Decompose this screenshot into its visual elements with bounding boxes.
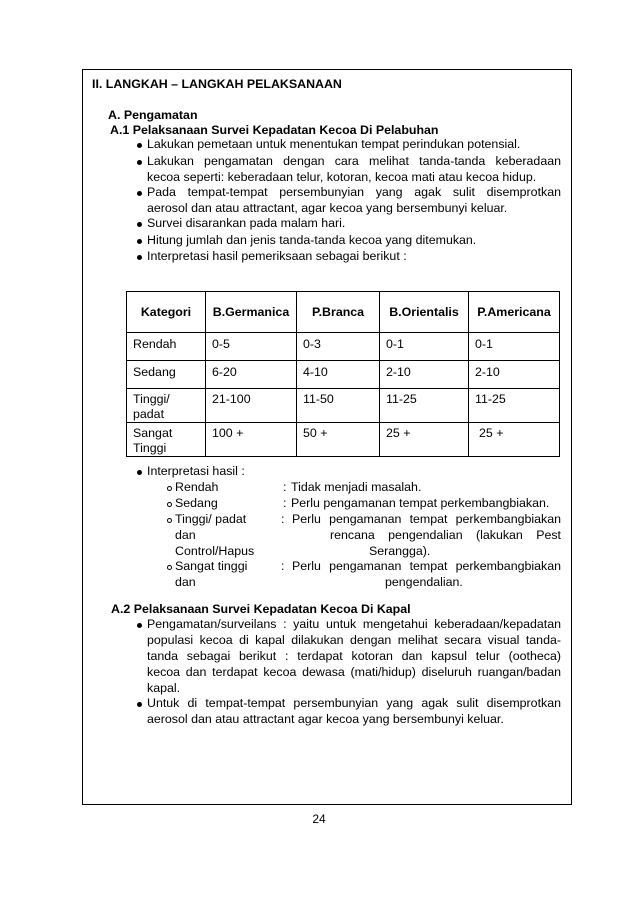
bullet-dot xyxy=(137,255,142,260)
interp-desc-tinggi-1: Perlu pengamanan tempat perkembangbiakan xyxy=(292,512,561,526)
table-cell: 2-10 xyxy=(469,361,560,389)
table-cell: 0-5 xyxy=(206,333,297,361)
sub-bullet-circle xyxy=(167,565,172,570)
interp-cat-sangat: Sangat tinggi xyxy=(175,559,248,573)
table-cell: 6-20 xyxy=(206,361,297,389)
interp-cat-rendah: Rendah xyxy=(175,480,219,494)
interp-cat-sangat-2: dan xyxy=(175,575,196,589)
a1-bullet-2-line1: Lakukan pengamatan dengan cara melihat tanda-tanda keberadaan xyxy=(147,154,561,168)
interp-cat-tinggi-3: Control/Hapus xyxy=(175,544,255,558)
interp-desc-sedang: Perlu pengamanan tempat perkembangbiakan. xyxy=(291,496,550,510)
table-header: P.Americana xyxy=(469,292,560,333)
page-number: 24 xyxy=(312,812,326,826)
interp-label: Interpretasi hasil : xyxy=(147,464,245,478)
interp-cat-sedang: Sedang xyxy=(175,496,218,510)
a1-bullet-2-line2: kecoa seperti: keberadaan telur, kotoran, kecoa mati atau kecoa hidup. xyxy=(147,170,537,184)
table-cell: 11-25 xyxy=(380,389,469,423)
a1-bullet-4: Survei disarankan pada malam hari. xyxy=(147,216,346,230)
table-row xyxy=(127,333,560,361)
table-cell: 25 + xyxy=(380,423,469,457)
section-heading: II. LANGKAH – LANGKAH PELAKSANAAN xyxy=(92,77,342,91)
a2-title: A.2 Pelaksanaan Survei Kepadatan Kecoa Di Kapal xyxy=(111,602,411,616)
a1-bullet-6: Interpretasi hasil pemeriksaan sebagai berikut : xyxy=(147,249,407,263)
a2-bullet-1-line2: populasi kecoa di kapal dilakukan dengan melihat secara visual tanda- xyxy=(147,633,561,647)
a2-bullet-2-line2: aerosol dan atau attractant agar kecoa yang bersembunyi keluar. xyxy=(147,712,504,726)
table-row xyxy=(127,423,560,457)
bullet-dot xyxy=(137,239,142,244)
sub-bullet-circle xyxy=(167,502,172,507)
table-cell: 11-50 xyxy=(297,389,380,423)
a2-bullet-1-line4: kecoa dan terdapat kecoa dewasa (mati/hidup) diseluruh ruangan/badan xyxy=(147,665,561,679)
interp-cat-tinggi-2: dan xyxy=(175,528,196,542)
table-header: B.Orientalis xyxy=(380,292,469,333)
bullet-dot xyxy=(137,623,142,628)
bullet-dot xyxy=(137,222,142,227)
table-header: Kategori xyxy=(127,292,206,333)
sub-bullet-circle xyxy=(167,486,172,491)
table-cell: 100 + xyxy=(206,423,297,457)
bullet-dot xyxy=(137,160,142,165)
interp-colon: : xyxy=(283,480,287,494)
table-cell: 21-100 xyxy=(206,389,297,423)
table-row xyxy=(127,389,560,423)
a1-bullet-1: Lakukan pemetaan untuk menentukan tempat perindukan potensial. xyxy=(147,137,521,151)
interp-cat-tinggi: Tinggi/ padat xyxy=(175,512,247,526)
a2-bullet-2-line1: Untuk di tempat-tempat persembunyian yang agak sulit disemprotkan xyxy=(147,696,561,710)
interp-desc-sangat-2: pengendalian. xyxy=(385,575,463,589)
interp-desc-tinggi-2: rencana pengendalian (lakukan Pest xyxy=(330,528,561,542)
interp-colon: : xyxy=(283,496,287,510)
bullet-dot xyxy=(137,702,142,707)
table-cell: 0-3 xyxy=(297,333,380,361)
table-header: B.Germanica xyxy=(206,292,297,333)
sub-bullet-circle xyxy=(167,518,172,523)
table-header: P.Branca xyxy=(297,292,380,333)
a1-bullet-3-line1: Pada tempat-tempat persembunyian yang agak sulit disemprotkan xyxy=(147,185,561,199)
bullet-dot xyxy=(137,191,142,196)
table-cell: 2-10 xyxy=(380,361,469,389)
table-cell: 25 + xyxy=(469,423,560,457)
table-cell: Sedang xyxy=(127,361,206,389)
table-cell: 0-1 xyxy=(469,333,560,361)
a2-bullet-1-line5: kapal. xyxy=(147,681,181,695)
table-cell: Rendah xyxy=(127,333,206,361)
interp-colon: : xyxy=(281,559,285,573)
table-cell: Tinggi/ padat xyxy=(127,389,206,423)
table-cell: 50 + xyxy=(297,423,380,457)
bullet-dot xyxy=(137,143,142,148)
bullet-dot xyxy=(137,470,142,475)
table-cell: 11-25 xyxy=(469,389,560,423)
a1-bullet-5: Hitung jumlah dan jenis tanda-tanda kecoa yang ditemukan. xyxy=(147,233,477,247)
interp-colon: : xyxy=(281,512,285,526)
density-table xyxy=(126,291,560,457)
table-cell: 4-10 xyxy=(297,361,380,389)
interp-desc-sangat-1: Perlu pengamanan tempat perkembangbiakan xyxy=(292,559,561,573)
interp-desc-rendah: Tidak menjadi masalah. xyxy=(291,480,422,494)
subsection-a-heading: A. Pengamatan xyxy=(108,108,198,122)
a1-bullet-3-line2: aerosol dan atau attractant, agar kecoa yang bersembunyi keluar. xyxy=(147,201,508,215)
table-header-row xyxy=(127,292,560,333)
table-row xyxy=(127,361,560,389)
interp-desc-tinggi-3: Serangga). xyxy=(369,544,431,558)
table-cell: 0-1 xyxy=(380,333,469,361)
a2-bullet-1-line1: Pengamatan/surveilans : yaitu untuk mengetahui keberadaan/kepadatan xyxy=(147,617,561,631)
a1-title: A.1 Pelaksanaan Survei Kepadatan Kecoa Di Pelabuhan xyxy=(110,123,439,137)
a2-bullet-1-line3: tanda sebagai berikut : terdapat kotoran dan kapsul telur (ootheca) xyxy=(147,649,561,663)
table-cell: Sangat Tinggi xyxy=(127,423,206,457)
